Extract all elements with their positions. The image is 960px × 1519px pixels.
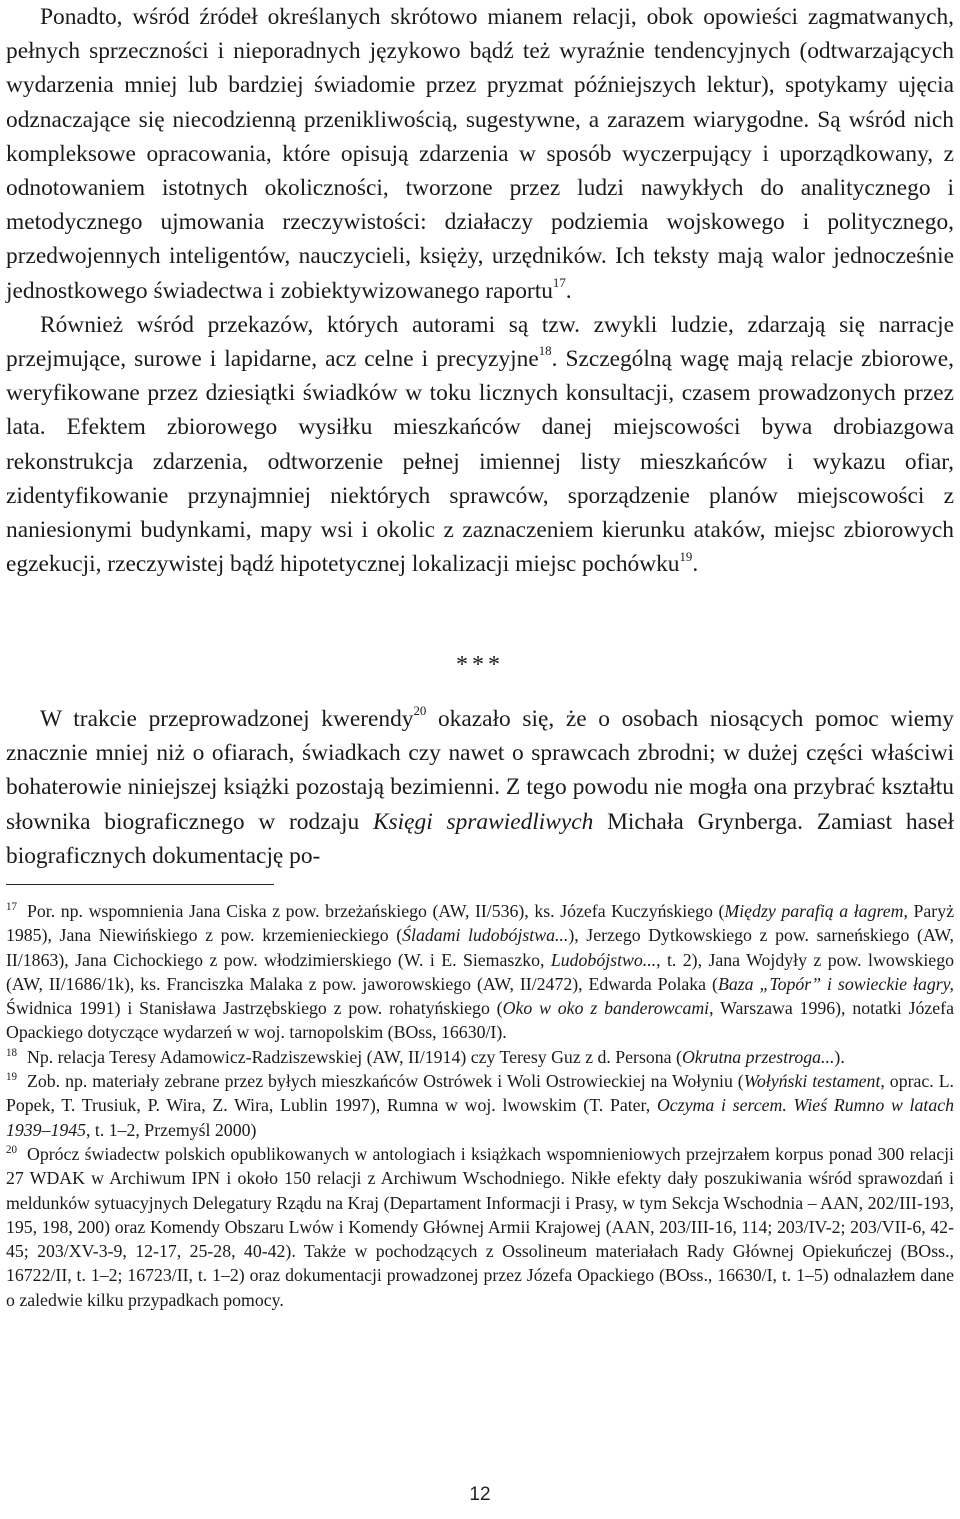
footnote-italic-text: Oko w oko z banderowcami	[502, 998, 710, 1019]
footnote-text: Zob. np. materiały zebrane przez byłych mieszkańców Ostrówek i Woli Ostrowieckiej na Wołyniu (	[27, 1071, 744, 1092]
footnote-17	[6, 899, 954, 1045]
paragraph-3	[6, 702, 954, 873]
section-separator: ***	[456, 652, 504, 678]
footnote-text: ), Jerzego Dytkowskiego z pow. sarneńskiego (AW, II/1863), Jana Cichockiego z pow. włodzimierskiego (W. i E. Siemaszko,	[6, 925, 954, 970]
footnote-ref-20[interactable]: 20	[413, 704, 427, 719]
footnote-italic-text: Oczyma i sercem. Wieś Rumno w latach 1939–1945	[6, 1095, 955, 1140]
paragraph-2	[6, 308, 954, 582]
footnote-number: 20	[6, 1144, 18, 1157]
footnote-number: 18	[6, 1046, 18, 1059]
footnote-italic-text: Śladami ludobójstwa...	[402, 925, 569, 946]
footnote-ref-18[interactable]: 18	[538, 344, 552, 359]
footnote-italic-text: Baza „Topór” i sowieckie łagry,	[717, 973, 954, 994]
paragraph-1-tail: .	[565, 277, 572, 304]
paragraph-3-text-b: okazało się, że o osobach niosących pomoc wiemy znacznie mniej niż o ofiarach, świadkach czy nawet o sprawcach zbrodni; w dużej części właściwi bohaterowie niniejszej książki pozostają bezimienni. Z tego powodu nie mogła ona przybrać kształtu słownika biograficznego w rodzaju	[6, 706, 954, 835]
footnote-italic-text: Wołyński testament	[743, 1071, 881, 1092]
paragraph-2-text-a: Również wśród przekazów, których autorami są tzw. zwykli ludzie, zdarzają się narracje przejmujące, surowe i lapidarne, acz celne i precyzyjne	[6, 311, 954, 373]
footnote-text: Oprócz świadectw polskich opublikowanych w antologiach i książkach wspomnieniowych przejrzałem korpus ponad 300 relacji 27 WDAK w Archiwum IPN i około 150 relacji z Archiwum Wschodniego. Nikłe efekty dały poszukiwania wśród sprawozdań i meldunków sytuacyjnych Delegatury Rządu na Kraj (Departament Informacji i Prasy, w tym Sekcja Wschodnia – AAN, 202/III-193, 195, 198, 200) oraz Komendy Obszaru Lwów i Komendy Głównej Armii Krajowej (AAN, 203/III-16, 114; 203/IV-2; 203/VII-6, 42-45; 203/XV-3-9, 12-17, 25-28, 40-42). Także w pochodzących z Ossolineum materiałach Rady Głównej Opiekuńczej (BOss., 16722/II, t. 1–2; 16723/II, t. 1–2) oraz dokumentacji prowadzonej przez Józefa Opackiego (BOss., 16630/I, t. 1–5) odnalazłem dane o zaledwie kilku przypadkach pomocy.	[6, 1143, 954, 1310]
footnote-18	[6, 1045, 954, 1069]
footnote-20	[6, 1142, 954, 1312]
page-number: 12	[469, 1484, 491, 1505]
footnote-19	[6, 1069, 954, 1142]
paragraph-1-text: Ponadto, wśród źródeł określanych skrótowo mianem relacji, obok opowieści zagmatwanych, pełnych sprzeczności i nieporadnych językowo bądź też wyraźnie tendencyjnych (odtwarzających wydarzenia mniej lub bardziej świadomie przez pryzmat późniejszych lektur), spotykamy ujęcia odznaczające się niecodzienną przenikliwością, sugestywne, a zarazem wiarygodne. Są wśród nich kompleksowe opracowania, które opisują zdarzenia w sposób wyczerpujący i uporządkowany, z odnotowaniem istotnych okoliczności, tworzone przez ludzi nawykłych do analitycznego i metodycznego ujmowania rzeczywistości: działaczy podziemia wojskowego i politycznego, przedwojennych inteligentów, nauczycieli, księży, urzędników. Ich teksty mają walor jednocześnie jednostkowego świadectwa i zobiektywizowanego raportu	[6, 4, 954, 304]
footnote-text: Por. np. wspomnienia Jana Ciska z pow. brzeżańskiego (AW, II/536), ks. Józefa Kuczyńskiego (	[27, 901, 725, 921]
footnote-text: , Paryż 1985), Jana Niewińskiego z pow. krzemienieckiego (	[6, 901, 954, 946]
paragraph-1	[6, 0, 954, 308]
footnote-text: , Warszawa 1996), notatki Józefa Opackiego dotyczące wydarzeń w woj. tarnopolskim (BOss, 16630/I).	[6, 998, 954, 1043]
paragraph-3-text-c: Michała Grynberga. Zamiast haseł biograficznych dokumentację po-	[6, 808, 954, 869]
footnote-text: ).	[834, 1046, 845, 1067]
footnote-ref-19[interactable]: 19	[679, 549, 693, 564]
footnote-rule	[6, 884, 274, 885]
footnote-number: 19	[6, 1071, 18, 1084]
footnote-italic-text: Między parafią a łagrem	[724, 901, 904, 921]
main-text-2	[6, 702, 954, 873]
footnote-text: , oprac. L. Popek, T. Trusiuk, P. Wira, Z. Wira, Lublin 1997), Rumna w woj. lwowskim (T. Pater,	[6, 1071, 955, 1116]
footnote-italic-text: Ludobójstwo...	[550, 949, 657, 970]
paragraph-2-text-b: . Szczególną wagę mają relacje zbiorowe, weryfikowane przez dziesiątki świadków w toku licznych konsultacji, czasem prowadzonych przez lata. Efektem zbiorowego wysiłku mieszkańców danej miejscowości bywa drobiazgowa rekonstrukcja zdarzenia, odtworzenie pełnej imiennej listy mieszkańców i wykazu ofiar, zidentyfikowanie przynajmniej niektórych sprawców, sporządzenie planów miejscowości z naniesionymi budynkami, mapy wsi i okolic z zaznaczeniem kierunku ataków, miejsc zbiorowych egzekucji, rzeczywistej bądź hipotetycznej lokalizacji miejsc pochówku	[6, 346, 954, 578]
footnote-number: 17	[6, 901, 18, 914]
book-title-italic: Księgi sprawiedliwych	[372, 808, 594, 835]
footnote-text: Świdnica 1991) i Stanisława Jastrzębskiego z pow. rohatyńskiego (	[6, 998, 503, 1019]
footnote-italic-text: Okrutna przestroga...	[681, 1046, 835, 1067]
paragraph-3-text-a: W trakcie przeprowadzonej kwerendy	[40, 706, 414, 732]
footnote-text: , t. 1–2, Przemyśl 2000)	[86, 1119, 257, 1140]
paragraph-2-text-c: .	[692, 551, 699, 578]
footnote-text: Np. relacja Teresy Adamowicz-Radziszewskiej (AW, II/1914) czy Teresy Guz z d. Persona (	[27, 1046, 682, 1067]
main-text	[6, 0, 954, 581]
footnote-text: , t. 2), Jana Wojdyły z pow. lwowskiego (AW, II/1686/1k), ks. Franciszka Malaka z pow. jaworowskiego (AW, II/2472), Edwarda Polaka (	[6, 949, 954, 994]
footnotes	[6, 899, 954, 1312]
footnote-ref-17[interactable]: 17	[552, 275, 566, 290]
